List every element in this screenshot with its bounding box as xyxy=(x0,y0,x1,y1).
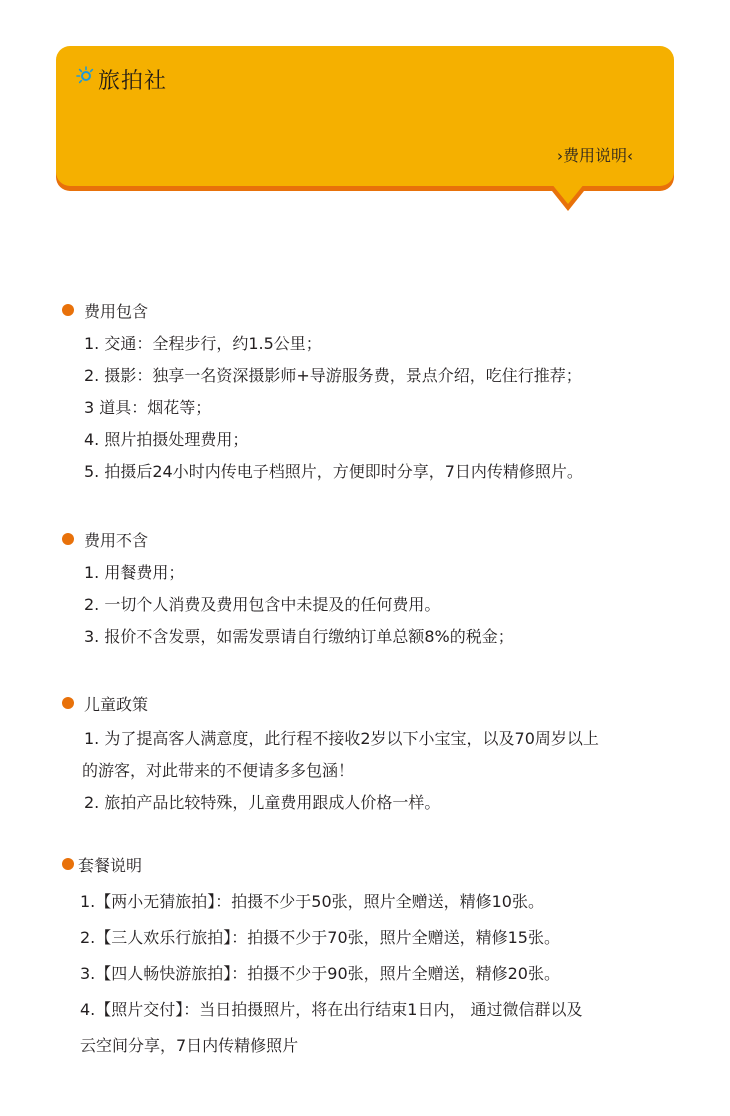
banner-label-text: 费用说明 xyxy=(563,146,628,165)
list-item: 2. 一切个人消费及费用包含中未提及的任何费用。 xyxy=(84,595,441,614)
list-item: 1. 交通：全程步行，约1.5公里； xyxy=(84,334,322,353)
list-item: 5. 拍摄后24小时内传电子档照片，方便即时分享，7日内传精修照片。 xyxy=(84,462,583,481)
section-child-policy xyxy=(62,691,672,819)
section-title-text: 儿童政策 xyxy=(84,694,149,714)
logo xyxy=(76,64,167,100)
item-list xyxy=(62,723,672,819)
banner-pointer xyxy=(551,183,585,204)
section-title xyxy=(62,852,672,876)
section-fee-included xyxy=(62,298,672,488)
list-item: 3. 报价不含发票，如需发票请自行缴纳订单总额8%的税金； xyxy=(84,627,514,646)
bullet-dot xyxy=(62,304,74,316)
list-item: 2. 旅拍产品比较特殊，儿童费用跟成人价格一样。 xyxy=(84,793,441,812)
chevron-left-icon: ‹ xyxy=(627,147,634,165)
section-title-text: 费用包含 xyxy=(84,301,149,321)
list-item: 1. 用餐费用； xyxy=(84,563,185,582)
list-item-continuation: 的游客，对此带来的不便请多多包涵！ xyxy=(82,761,355,780)
section-package xyxy=(62,852,672,1064)
item-list xyxy=(62,328,672,488)
section-title xyxy=(62,298,672,322)
bullet-dot xyxy=(62,533,74,545)
section-title-text: 套餐说明 xyxy=(78,855,143,875)
bullet-dot xyxy=(62,697,74,709)
list-item: 3.【四人畅快游旅拍】：拍摄不少于90张，照片全赠送，精修20张。 xyxy=(80,964,560,983)
logo-text: 旅拍社 xyxy=(98,69,168,94)
item-list xyxy=(62,884,672,1064)
list-item: 4.【照片交付】：当日拍摄照片，将在出行结束1日内， 通过微信群以及 xyxy=(80,1000,583,1019)
sun-icon xyxy=(76,66,96,86)
item-list xyxy=(62,557,672,653)
section-fee-excluded xyxy=(62,527,672,653)
list-item: 2.【三人欢乐行旅拍】：拍摄不少于70张，照片全赠送，精修15张。 xyxy=(80,928,560,947)
bullet-dot xyxy=(62,858,74,870)
list-item: 4. 照片拍摄处理费用； xyxy=(84,430,249,449)
list-item: 1.【两小无猜旅拍】：拍摄不少于50张，照片全赠送，精修10张。 xyxy=(80,892,544,911)
section-title xyxy=(62,691,672,715)
section-title-text: 费用不含 xyxy=(84,530,149,550)
list-item: 2. 摄影：独享一名资深摄影师+导游服务费，景点介绍，吃住行推荐； xyxy=(84,366,582,385)
list-item: 1. 为了提高客人满意度，此行程不接收2岁以下小宝宝，以及70周岁以上 xyxy=(84,729,599,748)
banner-label xyxy=(557,146,633,166)
chevron-right-icon: › xyxy=(557,147,563,165)
list-item: 3 道具：烟花等； xyxy=(84,398,212,417)
section-title xyxy=(62,527,672,551)
list-item-continuation: 云空间分享，7日内传精修照片 xyxy=(80,1036,299,1055)
